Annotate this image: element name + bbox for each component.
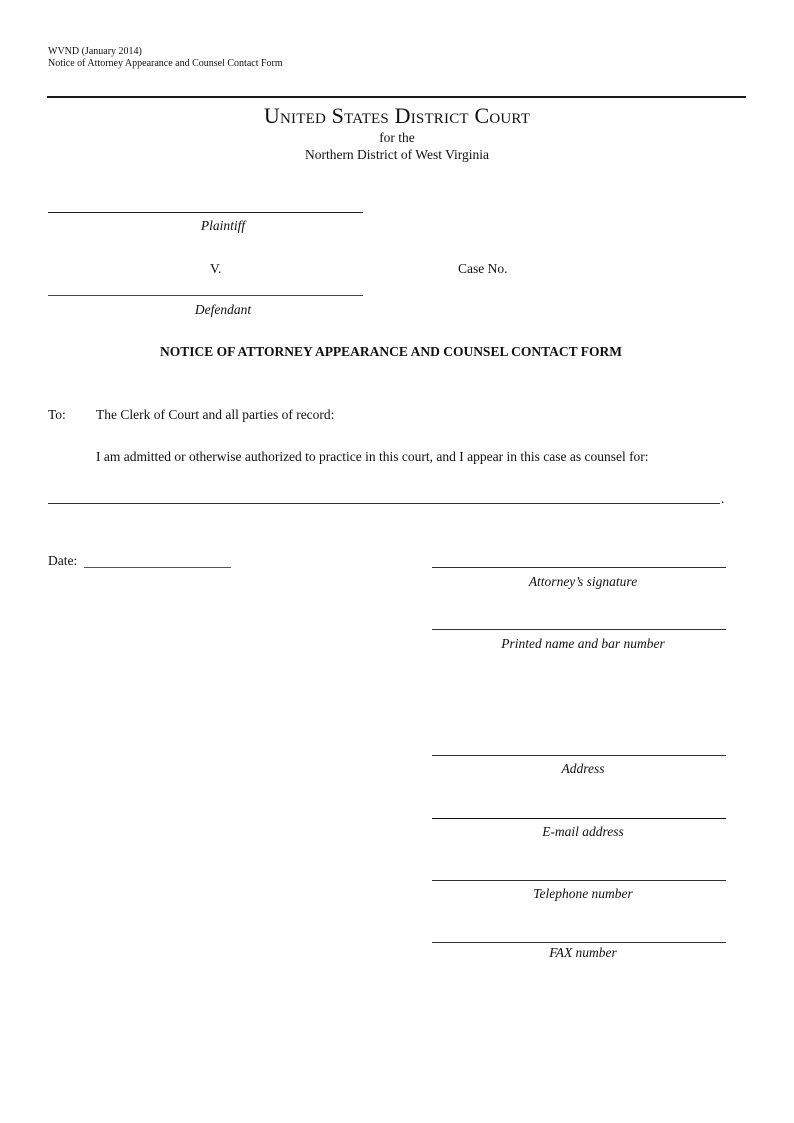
plaintiff-label: Plaintiff [200,218,246,233]
date-line [84,567,231,568]
email-line [432,818,726,819]
address-field[interactable] [432,660,726,754]
defendant-label: Defendant [194,302,252,317]
date-field[interactable] [84,552,231,568]
fax-label: FAX number [549,945,617,960]
court-district: Northern District of West Virginia [304,147,490,162]
client-name-line [48,503,720,504]
plaintiff-line [48,212,363,213]
court-title: United States District Court [263,103,531,128]
telephone-field[interactable] [432,864,726,880]
attorney-signature-label: Attorney’s signature [528,574,638,589]
versus-label: V. [210,261,222,276]
telephone-label: Telephone number [533,886,633,901]
plaintiff-field[interactable] [48,196,363,212]
to-recipients: The Clerk of Court and all parties of record: [96,407,335,422]
attorney-signature-line [432,567,726,568]
printed-name-bar-number-field[interactable] [432,613,726,629]
email-label: E-mail address [542,824,624,839]
fax-line [432,942,726,943]
client-period: . [721,491,725,506]
form-identifier [48,46,283,70]
appearance-statement: I am admitted or otherwise authorized to practice in this court, and I appear in this case as counsel for: [96,449,649,464]
court-for-the: for the [379,130,415,145]
date-label: Date: [48,553,78,568]
defendant-line [48,295,363,296]
printed-name-bar-number-label: Printed name and bar number [501,636,665,651]
notice-title: NOTICE OF ATTORNEY APPEARANCE AND COUNSEL CONTACT FORM [160,344,622,359]
form-code: WVND (January 2014) [48,46,142,57]
address-line [432,755,726,756]
telephone-line [432,880,726,881]
case-number-field[interactable] [516,261,716,277]
address-label: Address [561,761,605,776]
form-name: Notice of Attorney Appearance and Counsel Contact Form [48,58,283,69]
printed-name-bar-number-line [432,629,726,630]
attorney-signature-field[interactable] [432,551,726,567]
to-label: To: [48,407,66,422]
header-divider [47,96,746,98]
defendant-field[interactable] [48,279,363,295]
email-field[interactable] [432,801,726,817]
fax-field[interactable] [432,926,726,942]
client-name-field[interactable] [48,487,720,503]
case-number-label: Case No. [458,261,508,276]
